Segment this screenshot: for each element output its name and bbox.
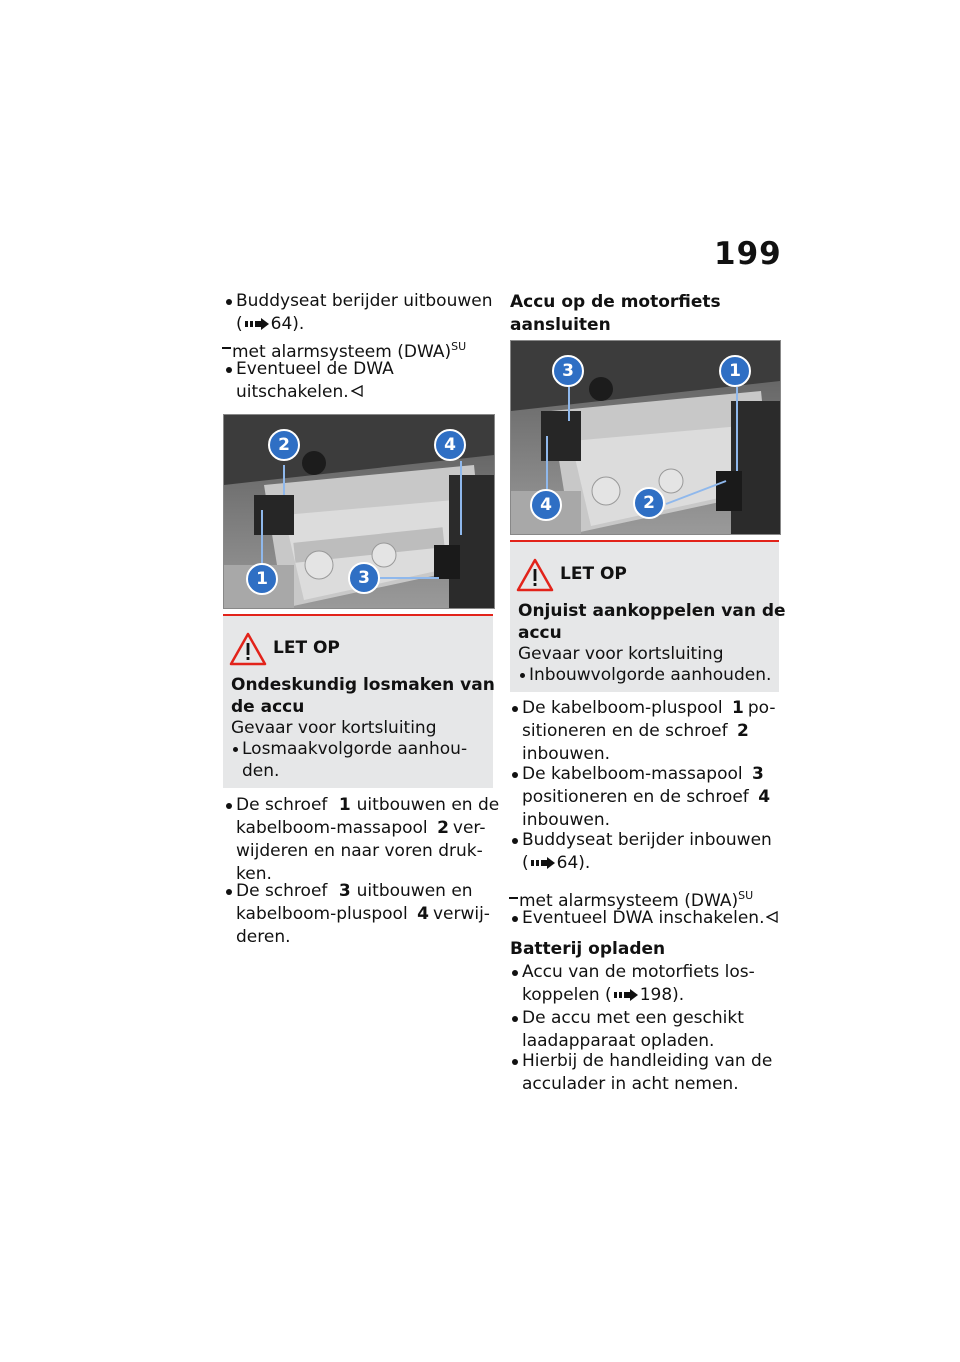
text: koppelen (: [522, 985, 612, 1005]
text: po-: [747, 698, 776, 718]
text: positioneren en de schroef: [522, 787, 749, 807]
callout-2: 2: [268, 429, 300, 461]
ref-text: 198).: [639, 985, 685, 1005]
warning-triangle-icon: [516, 558, 554, 592]
step-text-end: uitschakelen.: [236, 382, 349, 402]
text: De schroef: [236, 795, 328, 815]
callout-4: 4: [434, 429, 466, 461]
step-text: ken.: [236, 864, 272, 884]
bullet: [226, 367, 232, 373]
callout-2: 2: [633, 487, 665, 519]
ref-number: 1: [732, 698, 744, 718]
step-text: [522, 786, 770, 809]
step-text: [522, 763, 764, 786]
section-heading: aansluiten: [510, 315, 611, 335]
arrow-ref-icon: [245, 318, 269, 330]
ref-text: 64).: [556, 853, 591, 873]
step-text: inbouwen.: [522, 810, 611, 830]
caution-box: [510, 540, 786, 692]
step-text: Accu van de motorfiets los-: [522, 962, 755, 982]
section-heading: Batterij opladen: [510, 939, 666, 959]
step-text: [522, 697, 776, 720]
bullet: [233, 747, 238, 752]
step-text: [522, 720, 749, 743]
caution-box: [223, 614, 493, 788]
step-text: [236, 794, 499, 817]
step-text: [236, 817, 485, 840]
caution-heading: de accu: [231, 697, 305, 717]
text: kabelboom-pluspool: [236, 904, 408, 924]
text: uitbouwen en: [356, 881, 473, 901]
bullet: [512, 706, 518, 712]
text: verwij-: [432, 904, 490, 924]
bullet: [512, 970, 518, 976]
caution-item: Losmaakvolgorde aanhou-: [242, 739, 468, 759]
step-text-end: Eventueel DWA inschakelen.: [522, 908, 765, 928]
ref-number: 3: [752, 764, 764, 784]
callout-4: 4: [530, 489, 562, 521]
ref-number: 1: [338, 795, 351, 815]
step-text: Eventueel de DWA: [236, 359, 394, 379]
step-text: wijderen en naar voren druk-: [236, 841, 483, 861]
bullet: [226, 889, 232, 895]
step-text: De accu met een geschikt: [522, 1008, 744, 1028]
ref-number: 4: [417, 904, 429, 924]
callout-3: 3: [552, 355, 584, 387]
ref-number: 4: [758, 787, 771, 807]
step-text: [236, 381, 363, 404]
battery-install-photo: [510, 340, 781, 535]
step-text: [236, 880, 473, 903]
page-reference[interactable]: ( 64).: [236, 314, 305, 334]
step-text: Buddyseat berijder uitbouwen: [236, 291, 493, 311]
caution-subtitle: Gevaar voor kortsluiting: [518, 644, 724, 664]
caution-item: den.: [242, 761, 280, 781]
text: De kabelboom-massapool: [522, 764, 743, 784]
text: sitioneren en de schroef: [522, 721, 728, 741]
step-text: [522, 907, 778, 930]
warning-triangle-icon: [229, 632, 267, 666]
caution-title: LET OP: [273, 638, 340, 658]
bullet: [512, 772, 518, 778]
callout-3: 3: [348, 562, 380, 594]
text: uitbouwen en de: [356, 795, 500, 815]
section-heading: Accu op de motorfiets: [510, 292, 721, 312]
condition-superscript: SU: [451, 340, 467, 353]
page-reference[interactable]: [522, 984, 684, 1007]
text: De kabelboom-pluspool: [522, 698, 723, 718]
step-text: acculader in acht nemen.: [522, 1074, 739, 1094]
bullet: [520, 673, 525, 678]
step-text: inbouwen.: [522, 744, 611, 764]
arrow-ref-icon: [614, 989, 638, 1001]
ref-text: 64).: [270, 314, 305, 334]
page-reference[interactable]: ( 64).: [522, 853, 591, 873]
end-mark-icon: [766, 911, 778, 923]
step-text: Buddyseat berijder inbouwen: [522, 830, 772, 850]
caution-heading: Ondeskundig losmaken van: [231, 675, 495, 695]
callout-1: 1: [719, 355, 751, 387]
condition-label: met alarmsysteem (DWA): [519, 891, 739, 911]
ref-number: 2: [737, 721, 749, 741]
condition-label: met alarmsysteem (DWA): [232, 342, 452, 362]
condition-superscript: SU: [738, 889, 754, 902]
step-text: laadapparaat opladen.: [522, 1031, 715, 1051]
caution-heading: accu: [518, 623, 562, 643]
bullet: [226, 299, 232, 305]
page-number: 199: [714, 236, 782, 272]
text: kabelboom-massapool: [236, 818, 428, 838]
bullet: [226, 803, 232, 809]
dash-mark: [509, 897, 518, 899]
dash-mark: [222, 347, 231, 349]
end-mark-icon: [351, 385, 363, 397]
ref-number: 2: [437, 818, 449, 838]
caution-heading: Onjuist aankoppelen van de: [518, 601, 786, 621]
ref-number: 3: [338, 881, 351, 901]
text: ver-: [452, 818, 486, 838]
step-text: Hierbij de handleiding van de: [522, 1051, 773, 1071]
caution-item: Inbouwvolgorde aanhouden.: [529, 665, 772, 685]
bullet: [512, 916, 518, 922]
callout-1: 1: [246, 563, 278, 595]
arrow-ref-icon: [531, 857, 555, 869]
step-text: deren.: [236, 927, 291, 947]
caution-title: LET OP: [560, 564, 627, 584]
battery-removal-photo: [223, 414, 495, 609]
bullet: [512, 1016, 518, 1022]
bullet: [512, 838, 518, 844]
caution-subtitle: Gevaar voor kortsluiting: [231, 718, 437, 738]
text: De schroef: [236, 881, 328, 901]
bullet: [512, 1059, 518, 1065]
step-text: [236, 903, 490, 926]
